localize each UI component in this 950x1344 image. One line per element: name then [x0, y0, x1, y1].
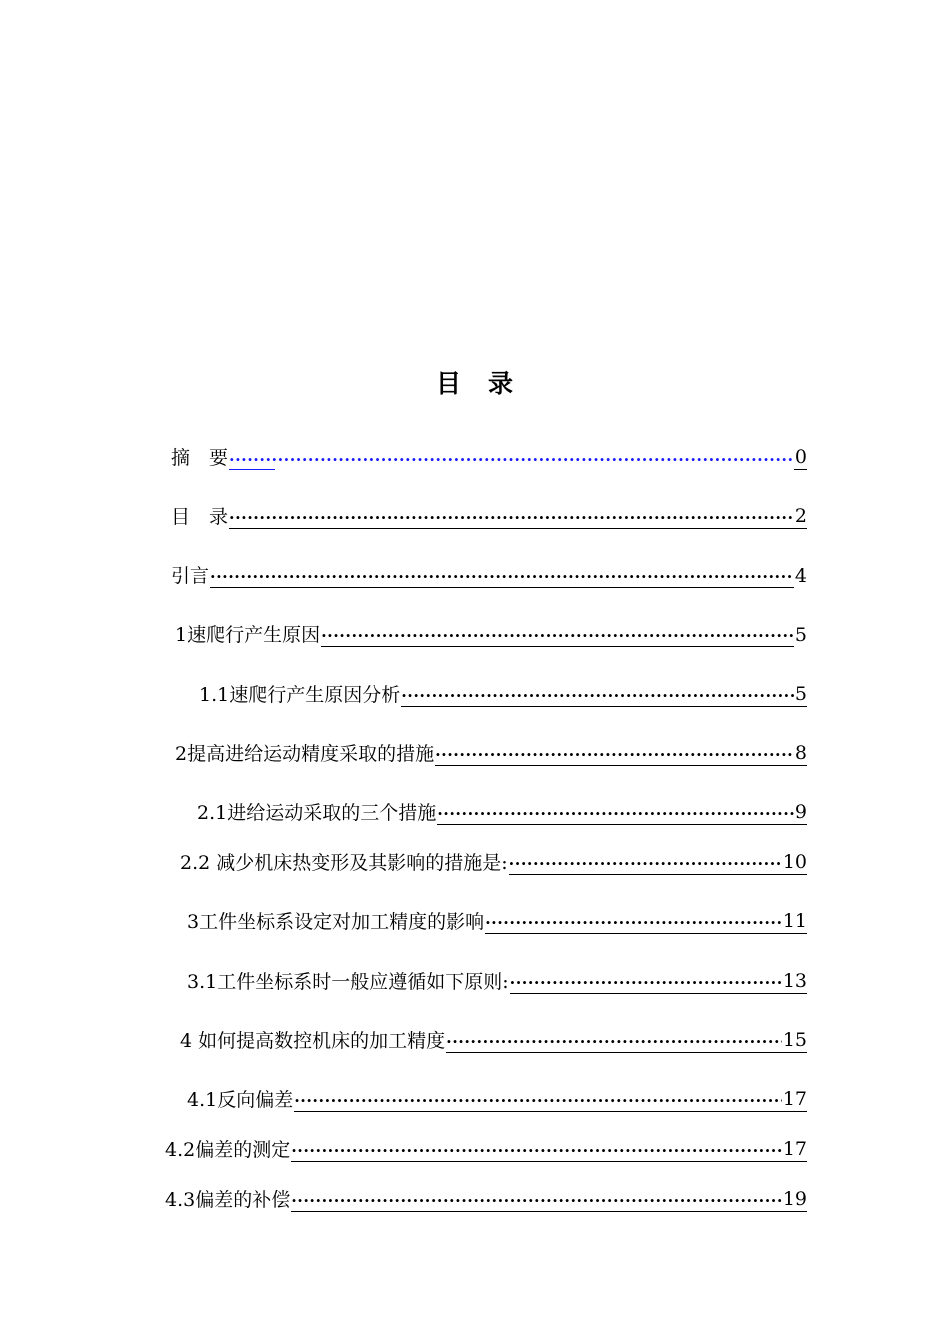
toc-page-number: 15	[782, 1029, 807, 1051]
toc-page-number: 17	[782, 1088, 807, 1110]
toc-entry-label: 1.1速爬行产生原因分析	[199, 684, 401, 706]
page-title: 目 录	[435, 369, 514, 398]
toc-page-number: 4	[794, 565, 807, 587]
toc-leader-dots	[510, 971, 782, 994]
toc-entry-section-1-1[interactable]	[199, 677, 807, 707]
toc-entry-section-4-3[interactable]	[165, 1182, 807, 1212]
toc-entry-label: 2提高进给运动精度采取的措施	[175, 743, 435, 765]
toc-leader-dots	[321, 624, 794, 647]
toc-page-number: 19	[782, 1188, 807, 1210]
toc-entry-label: 1速爬行产生原因	[175, 624, 321, 646]
toc-entry-label: 4.1反向偏差	[187, 1089, 294, 1111]
toc-page-number: 10	[782, 851, 807, 873]
toc-entry-introduction[interactable]	[171, 558, 807, 588]
toc-entry-section-2-2[interactable]	[180, 845, 807, 875]
toc-entry-label: 目 录	[171, 506, 229, 528]
toc-leader-dots	[291, 1139, 782, 1162]
toc-entry-section-4-1[interactable]	[187, 1082, 807, 1112]
toc-entry-label: 3.1工件坐标系时一般应遵循如下原则:	[187, 971, 509, 993]
toc-entry-section-4[interactable]	[180, 1023, 807, 1053]
toc-page-number: 0	[794, 446, 807, 468]
toc-page-number: 11	[782, 910, 807, 932]
toc-leader-dots	[291, 1189, 782, 1212]
toc-entry-label: 引言	[171, 565, 210, 587]
toc-entry-label: 4.2偏差的测定	[165, 1139, 291, 1161]
toc-leader-dots	[401, 684, 794, 707]
toc-page-number: 9	[794, 801, 807, 823]
toc-entry-abstract[interactable]	[171, 440, 807, 470]
toc-leader-dots	[210, 565, 794, 588]
toc-leader-dots	[294, 1089, 782, 1112]
toc-entry-label: 4 如何提高数控机床的加工精度	[180, 1030, 446, 1052]
toc-leader-dots	[446, 1030, 782, 1053]
toc-page-number: 5	[794, 624, 807, 646]
toc-entry-label: 4.3偏差的补偿	[165, 1189, 291, 1211]
toc-leader-dots	[229, 506, 794, 529]
toc-entry-label: 摘 要	[171, 447, 229, 469]
toc-page-number: 17	[782, 1138, 807, 1160]
toc-entry-section-4-2[interactable]	[165, 1132, 807, 1162]
toc-leader-dots	[435, 743, 794, 766]
toc-leader-dots	[485, 911, 782, 934]
toc-entry-label: 2.1进给运动采取的三个措施	[197, 802, 437, 824]
toc-entry-section-3[interactable]	[187, 904, 807, 934]
toc-entry-contents[interactable]	[171, 499, 807, 529]
toc-page-number: 2	[794, 505, 807, 527]
toc-leader-dots	[229, 448, 794, 470]
toc-entry-section-2[interactable]	[175, 736, 807, 766]
toc-leader-dots	[437, 802, 794, 825]
toc-entry-section-3-1[interactable]	[187, 964, 807, 994]
toc-page-number: 8	[794, 742, 807, 764]
toc-entry-section-2-1[interactable]	[197, 795, 807, 825]
toc-page-number: 13	[782, 970, 807, 992]
toc-leader-dots	[509, 852, 782, 875]
toc-page-number: 5	[794, 683, 807, 705]
toc-entry-label: 2.2 减少机床热变形及其影响的措施是:	[180, 852, 508, 874]
toc-entry-label: 3工件坐标系设定对加工精度的影响	[187, 911, 485, 933]
toc-entry-section-1[interactable]	[175, 617, 807, 647]
